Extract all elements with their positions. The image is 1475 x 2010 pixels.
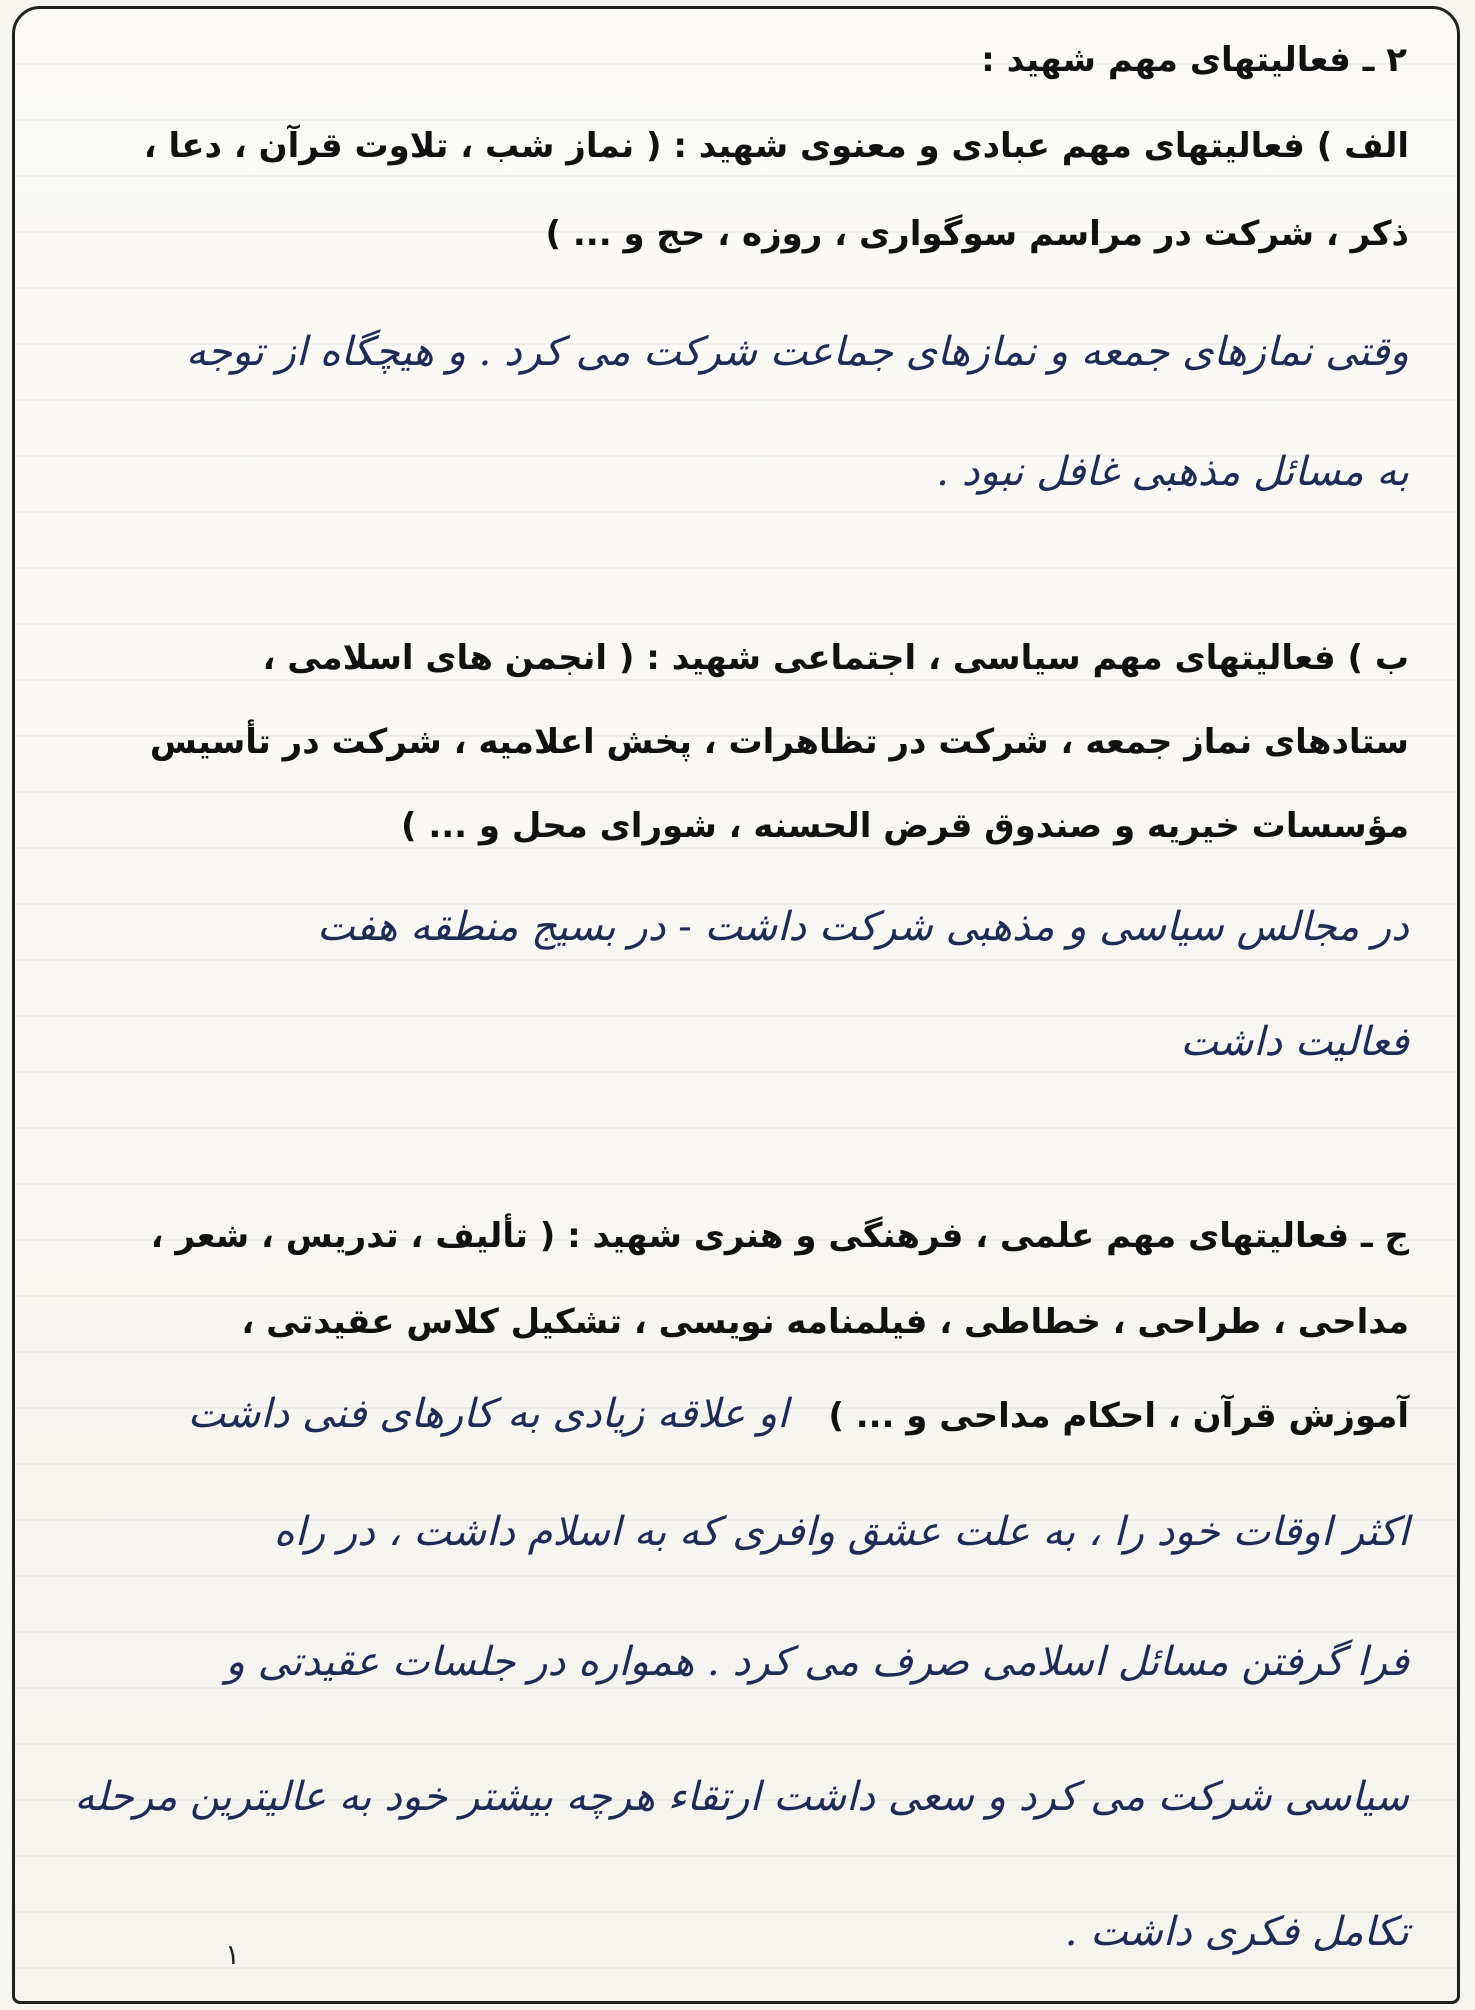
section-b-handwritten-1: در مجالس سیاسی و مذهبی شرکت داشت - در بسیج منطقه هفت <box>316 904 1409 950</box>
section-c-line-3: آموزش قرآن ، احکام مداحی و ... ) <box>828 1396 1409 1436</box>
section-c-handwritten-4: تکامل فکری داشت . <box>1064 1909 1409 1955</box>
section-a-handwritten-2: به مسائل مذهبی غافل نبود . <box>936 449 1409 495</box>
section-b-line-2: ستادهای نماز جمعه ، شرکت در تظاهرات ، پخش اعلامیه ، شرکت در تأسیس <box>149 722 1409 762</box>
page-number: ۱ <box>225 1938 241 1971</box>
document-page <box>12 6 1460 2004</box>
section-a-handwritten-1: وقتی نمازهای جمعه و نمازهای جماعت شرکت می کرد . و هیچگاه از توجه <box>185 329 1409 375</box>
section-b-handwritten-2: فعالیت داشت <box>1180 1019 1409 1065</box>
page-content <box>55 29 1417 1981</box>
section-b-line-1: ب ) فعالیتهای مهم سیاسی ، اجتماعی شهید : ( انجمن های اسلامی ، <box>262 638 1409 678</box>
section-c-handwritten-3: سیاسی شرکت می کرد و سعی داشت ارتقاء هرچه بیشتر خود به عالیترین مرحله <box>74 1774 1409 1820</box>
section-c-handwritten-inline: او علاقه زیادی به کارهای فنی داشت <box>187 1391 789 1437</box>
section-a-line-2: ذکر ، شرکت در مراسم سوگواری ، روزه ، حج و ... ) <box>545 214 1409 254</box>
section-c-mixed-line <box>63 1391 1409 1437</box>
section-c-handwritten-2: فرا گرفتن مسائل اسلامی صرف می کرد . همواره در جلسات عقیدتی و <box>225 1639 1409 1685</box>
section-b-line-3: مؤسسات خیریه و صندوق قرض الحسنه ، شورای محل و ... ) <box>400 806 1409 846</box>
section-a-line-1: الف ) فعالیتهای مهم عبادی و معنوی شهید : ( نماز شب ، تلاوت قرآن ، دعا ، <box>143 126 1409 166</box>
section-c-line-2: مداحی ، طراحی ، خطاطی ، فیلمنامه نویسی ، تشکیل کلاس عقیدتی ، <box>241 1302 1409 1342</box>
document-heading: ۲ ـ فعالیتهای مهم شهید : <box>981 40 1407 80</box>
section-c-line-1: ج ـ فعالیتهای مهم علمی ، فرهنگی و هنری شهید : ( تألیف ، تدریس ، شعر ، <box>150 1216 1409 1256</box>
section-c-handwritten-1: اکثر اوقات خود را ، به علت عشق وافری که به اسلام داشت ، در راه <box>273 1509 1409 1555</box>
